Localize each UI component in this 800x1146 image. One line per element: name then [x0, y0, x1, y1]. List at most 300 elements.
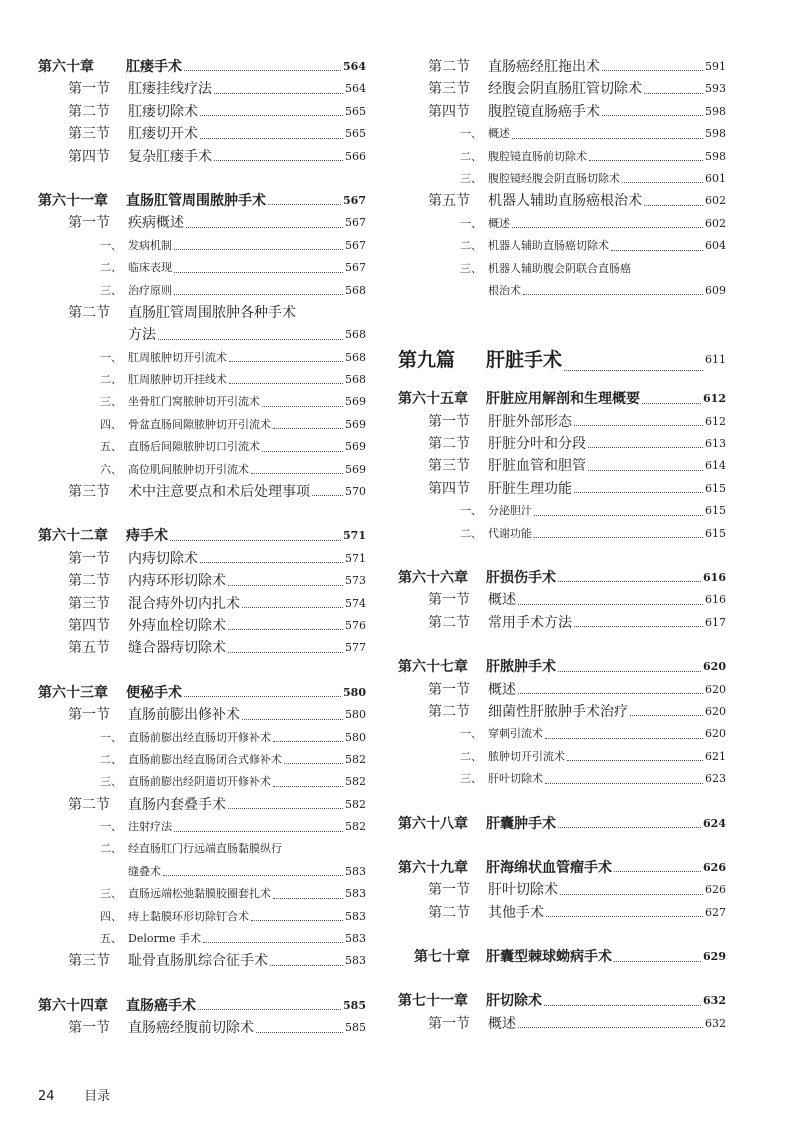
toc-page-number: 632 — [703, 994, 726, 1008]
toc-section-title: 常用手术方法 — [488, 614, 572, 631]
dot-leader — [644, 205, 703, 206]
toc-page-number: 616 — [705, 593, 726, 607]
dot-leader — [174, 249, 343, 250]
toc-item-entry[interactable] — [38, 436, 366, 458]
toc-section-entry[interactable] — [398, 679, 726, 701]
toc-right-column — [398, 56, 726, 1035]
toc-page-number: 568 — [345, 328, 366, 342]
dot-leader — [174, 272, 343, 273]
toc-page-number: 623 — [705, 772, 726, 786]
toc-section-entry[interactable] — [38, 123, 366, 145]
toc-item-entry[interactable] — [38, 257, 366, 279]
toc-chapter-entry[interactable] — [398, 991, 726, 1013]
toc-section-number: 第一节 — [428, 882, 470, 899]
toc-section-title: 直肠肛管周围脓肿各种手术 — [128, 304, 296, 321]
toc-page-number: 602 — [705, 194, 726, 208]
toc-item-title: 痔上黏膜环形切除钉合术 — [128, 909, 249, 923]
toc-section-number: 第四节 — [68, 148, 110, 165]
toc-page-number: 582 — [345, 752, 366, 766]
dot-leader — [560, 894, 703, 895]
toc-chapter-number: 第六十三章 — [38, 684, 108, 701]
toc-chapter-entry[interactable] — [38, 190, 366, 212]
toc-item-entry[interactable] — [38, 749, 366, 771]
toc-page-number: 620 — [705, 727, 726, 741]
toc-page-number: 580 — [343, 685, 366, 699]
toc-section-entry[interactable] — [398, 78, 726, 100]
toc-page-number: 565 — [345, 104, 366, 118]
toc-item-title: 直肠前膨出经阴道切开修补术 — [128, 775, 271, 789]
toc-section-number: 第四节 — [428, 480, 470, 497]
toc-section-entry[interactable] — [38, 78, 366, 100]
toc-section-title: 术中注意要点和术后处理事项 — [128, 484, 310, 501]
footer-label: 目录 — [84, 1089, 111, 1104]
toc-item-title: 机器人辅助直肠癌切除术 — [488, 239, 609, 253]
toc-item-number: 一、 — [100, 820, 122, 834]
toc-chapter-title: 直肠肛管周围脓肿手术 — [126, 192, 266, 209]
toc-item-title: 脓肿切开引流术 — [488, 749, 565, 763]
dot-leader — [574, 425, 703, 426]
toc-page-number: 615 — [705, 504, 726, 518]
toc-page-number: 632 — [705, 1016, 726, 1030]
toc-cont-item-entry[interactable] — [38, 861, 366, 883]
dot-leader — [184, 70, 341, 71]
toc-item-entry[interactable] — [38, 347, 366, 369]
toc-item-number: 三、 — [100, 775, 122, 789]
toc-section-number: 第二节 — [428, 614, 470, 631]
toc-item-entry[interactable] — [398, 123, 726, 145]
toc-section-number: 第一节 — [428, 592, 470, 609]
toc-chapter-title: 肝海绵状血管瘤手术 — [486, 859, 612, 876]
toc-chapter-entry[interactable] — [38, 56, 366, 78]
toc-page-number: 583 — [345, 932, 366, 946]
dot-leader — [630, 715, 703, 716]
toc-section-entry[interactable] — [398, 56, 726, 78]
toc-page-number: 583 — [345, 954, 366, 968]
dot-leader — [203, 942, 343, 943]
toc-page-number: 577 — [345, 641, 366, 655]
toc-page-number: 582 — [345, 820, 366, 834]
toc-page-number: 569 — [345, 440, 366, 454]
dot-leader — [228, 808, 343, 809]
toc-section-entry[interactable] — [38, 570, 366, 592]
toc-section-title: 混合痔外切内扎术 — [128, 595, 240, 612]
dot-leader — [602, 70, 703, 71]
toc-page-number: 567 — [345, 216, 366, 230]
toc-section-number: 第二节 — [428, 703, 470, 720]
toc-item-entry[interactable] — [398, 523, 726, 545]
toc-chapter-title: 肝脏应用解剖和生理概要 — [486, 391, 640, 408]
toc-page-number: 620 — [705, 682, 726, 696]
toc-page-number: 601 — [705, 171, 726, 185]
toc-section-title: 直肠前膨出修补术 — [128, 707, 240, 724]
toc-section-number: 第一节 — [428, 1015, 470, 1032]
toc-page-number: 612 — [703, 392, 726, 406]
toc-page-number: 620 — [705, 704, 726, 718]
toc-section-number: 第四节 — [68, 617, 110, 634]
toc-page-number: 565 — [345, 127, 366, 141]
toc-section-title: 肛瘘挂线疗法 — [128, 81, 212, 98]
toc-section-entry[interactable] — [398, 701, 726, 723]
toc-cont-section-entry[interactable] — [38, 324, 366, 346]
toc-section-number: 第一节 — [68, 81, 110, 98]
dot-leader — [256, 1032, 343, 1033]
toc-section-entry[interactable] — [38, 481, 366, 503]
toc-page-number: 568 — [345, 350, 366, 364]
toc-page-number: 598 — [705, 149, 726, 163]
toc-chapter-title: 便秘手术 — [126, 684, 182, 701]
toc-section-number: 第三节 — [428, 458, 470, 475]
toc-page-number: 591 — [705, 59, 726, 73]
toc-item-title: 概述 — [488, 127, 510, 141]
toc-chapter-number: 第六十一章 — [38, 192, 108, 209]
toc-item-title: 直肠前膨出经直肠切开修补术 — [128, 730, 271, 744]
dot-leader — [186, 227, 343, 228]
toc-item-number: 二、 — [100, 261, 122, 275]
toc-chapter-number: 第六十章 — [38, 58, 94, 75]
toc-section-number: 第三节 — [68, 953, 110, 970]
toc-chapter-entry[interactable] — [38, 995, 366, 1017]
dot-leader — [558, 671, 701, 672]
dot-leader — [558, 581, 701, 582]
toc-section-title: 肝脏外部形态 — [488, 413, 572, 430]
toc-item-title: 穿刺引流术 — [488, 727, 543, 741]
toc-page-number: 573 — [345, 574, 366, 588]
dot-leader — [512, 227, 703, 228]
toc-item-entry[interactable] — [38, 459, 366, 481]
toc-section-entry[interactable] — [398, 879, 726, 901]
dot-leader — [518, 604, 703, 605]
toc-chapter-entry[interactable] — [398, 567, 726, 589]
toc-cont-section-title: 方法 — [128, 327, 156, 344]
dot-leader — [273, 898, 343, 899]
dot-leader — [251, 920, 343, 921]
toc-section-entry[interactable] — [398, 612, 726, 634]
toc-section-entry[interactable] — [38, 101, 366, 123]
toc-item-entry[interactable] — [398, 746, 726, 768]
toc-page-number: 582 — [345, 797, 366, 811]
toc-item-entry[interactable] — [38, 391, 366, 413]
dot-leader — [564, 370, 703, 371]
toc-item-title: 腹腔镜直肠前切除术 — [488, 149, 587, 163]
toc-page-number: 617 — [705, 615, 726, 629]
toc-item-title: 高位肌间脓肿切开引流术 — [128, 462, 249, 476]
toc-page-number: 569 — [345, 395, 366, 409]
toc-item-entry[interactable] — [398, 258, 726, 280]
toc-item-entry[interactable] — [398, 723, 726, 745]
toc-page-number: 624 — [703, 816, 726, 830]
toc-item-number: 五、 — [100, 440, 122, 454]
toc-item-title: 发病机制 — [128, 238, 172, 252]
toc-page-number: 569 — [345, 417, 366, 431]
toc-section-number: 第三节 — [68, 595, 110, 612]
toc-section-number: 第五节 — [428, 193, 470, 210]
dot-leader — [588, 447, 703, 448]
toc-page-number: 615 — [705, 526, 726, 540]
toc-item-number: 三、 — [100, 395, 122, 409]
toc-chapter-title: 肝损伤手术 — [486, 570, 556, 587]
dot-leader — [523, 294, 703, 295]
toc-item-number: 四、 — [100, 909, 122, 923]
toc-section-title: 机器人辅助直肠癌根治术 — [488, 193, 642, 210]
toc-item-number: 二、 — [460, 149, 482, 163]
toc-item-entry[interactable] — [38, 883, 366, 905]
toc-chapter-entry[interactable] — [398, 946, 726, 968]
toc-item-entry[interactable] — [38, 928, 366, 950]
toc-page-number: 598 — [705, 127, 726, 141]
toc-item-entry[interactable] — [38, 906, 366, 928]
toc-section-number: 第三节 — [428, 81, 470, 98]
toc-section-number: 第二节 — [68, 304, 110, 321]
toc-chapter-number: 第七十章 — [414, 949, 470, 966]
toc-item-entry[interactable] — [398, 168, 726, 190]
toc-section-entry[interactable] — [38, 704, 366, 726]
toc-section-entry[interactable] — [38, 212, 366, 234]
dot-leader — [273, 786, 343, 787]
toc-section-entry[interactable] — [398, 589, 726, 611]
toc-item-title: 分泌胆汁 — [488, 504, 532, 518]
dot-leader — [229, 361, 343, 362]
toc-page-number: 613 — [705, 437, 726, 451]
toc-section-entry[interactable] — [38, 615, 366, 637]
toc-chapter-number: 第六十七章 — [398, 659, 468, 676]
toc-item-title: 经直肠肛门行远端直肠黏膜纵行 — [128, 842, 282, 856]
toc-section-number: 第三节 — [68, 126, 110, 143]
toc-item-entry[interactable] — [38, 771, 366, 793]
toc-section-title: 直肠癌经腹前切除术 — [128, 1020, 254, 1037]
toc-section-number: 第二节 — [428, 904, 470, 921]
toc-section-entry[interactable] — [398, 902, 726, 924]
toc-item-entry[interactable] — [38, 727, 366, 749]
dot-leader — [644, 93, 703, 94]
toc-section-entry[interactable] — [398, 478, 726, 500]
toc-chapter-number: 第六十八章 — [398, 815, 468, 832]
toc-chapter-title: 肝囊肿手术 — [486, 815, 556, 832]
toc-page-number: 574 — [345, 596, 366, 610]
toc-page-number: 576 — [345, 618, 366, 632]
toc-item-title: 治疗原则 — [128, 283, 172, 297]
toc-section-entry[interactable] — [398, 190, 726, 212]
toc-item-title: 直肠后间隙脓肿切口引流术 — [128, 440, 260, 454]
dot-leader — [174, 831, 343, 832]
toc-page-number: 604 — [705, 239, 726, 253]
toc-section-entry[interactable] — [38, 593, 366, 615]
toc-chapter-entry[interactable] — [398, 656, 726, 678]
toc-item-number: 二、 — [100, 752, 122, 766]
toc-section-title: 肛瘘切除术 — [128, 103, 198, 120]
toc-chapter-title: 肛瘘手术 — [126, 58, 182, 75]
toc-item-entry[interactable] — [38, 816, 366, 838]
toc-item-entry[interactable] — [38, 369, 366, 391]
toc-item-entry[interactable] — [398, 213, 726, 235]
toc-page-number: 583 — [345, 909, 366, 923]
toc-page-number: 612 — [705, 414, 726, 428]
toc-item-number: 六、 — [100, 462, 122, 476]
toc-item-title: 概述 — [488, 216, 510, 230]
toc-chapter-entry[interactable] — [398, 388, 726, 410]
toc-item-entry[interactable] — [398, 235, 726, 257]
dot-leader — [545, 738, 703, 739]
dot-leader — [588, 470, 703, 471]
toc-section-title: 肝脏血管和胆管 — [488, 458, 586, 475]
toc-item-number: 三、 — [460, 772, 482, 786]
toc-page-number: 609 — [705, 283, 726, 297]
dot-leader — [214, 93, 343, 94]
toc-chapter-title: 肝切除术 — [486, 993, 542, 1010]
toc-section-title: 耻骨直肠肌综合征手术 — [128, 953, 268, 970]
toc-page-number: 593 — [705, 82, 726, 96]
toc-item-number: 二、 — [460, 749, 482, 763]
dot-leader — [518, 1027, 703, 1028]
toc-item-number: 一、 — [100, 730, 122, 744]
dot-leader — [228, 652, 343, 653]
toc-item-entry[interactable] — [38, 235, 366, 257]
toc-chapter-title: 直肠癌手术 — [126, 997, 196, 1014]
dot-leader — [158, 339, 343, 340]
dot-leader — [284, 763, 343, 764]
toc-section-number: 第一节 — [68, 550, 110, 567]
toc-section-entry[interactable] — [398, 433, 726, 455]
toc-page-number: 564 — [343, 59, 366, 73]
toc-item-title: 直肠前膨出经直肠闭合式修补术 — [128, 752, 282, 766]
toc-item-title: 腹腔镜经腹会阴直肠切除术 — [488, 171, 620, 185]
toc-section-entry[interactable] — [38, 637, 366, 659]
dot-leader — [512, 138, 703, 139]
toc-item-number: 一、 — [460, 216, 482, 230]
toc-left-column — [38, 56, 366, 1040]
toc-page-number: 582 — [345, 775, 366, 789]
dot-leader — [200, 115, 343, 116]
toc-item-entry[interactable] — [38, 839, 366, 861]
toc-part-entry[interactable] — [398, 342, 726, 378]
toc-section-title: 外痔血栓切除术 — [128, 617, 226, 634]
toc-item-number: 三、 — [100, 283, 122, 297]
toc-section-title: 肝脏分叶和分段 — [488, 436, 586, 453]
toc-section-number: 第一节 — [68, 1020, 110, 1037]
toc-page-number: 568 — [345, 373, 366, 387]
toc-item-title: 直肠远端松弛黏膜胶圈套扎术 — [128, 887, 271, 901]
toc-chapter-entry[interactable] — [38, 682, 366, 704]
dot-leader — [567, 760, 703, 761]
dot-leader — [163, 875, 343, 876]
toc-section-title: 缝合器痔切除术 — [128, 640, 226, 657]
toc-page-number: 611 — [705, 353, 726, 367]
toc-item-entry[interactable] — [38, 280, 366, 302]
dot-leader — [262, 451, 343, 452]
toc-section-title: 腹腔镜直肠癌手术 — [488, 103, 600, 120]
toc-item-entry[interactable] — [398, 146, 726, 168]
toc-section-entry[interactable] — [38, 548, 366, 570]
dot-leader — [312, 495, 343, 496]
toc-page-number: 570 — [345, 485, 366, 499]
toc-section-number: 第二节 — [68, 573, 110, 590]
toc-chapter-number: 第七十一章 — [398, 993, 468, 1010]
toc-cont-item-title: 缝叠术 — [128, 864, 161, 878]
toc-page-number: 602 — [705, 216, 726, 230]
toc-item-number: 四、 — [100, 417, 122, 431]
toc-section-entry[interactable] — [398, 455, 726, 477]
dot-leader — [214, 160, 343, 161]
toc-section-title: 肝脏生理功能 — [488, 480, 572, 497]
toc-page-number: 620 — [703, 660, 726, 674]
toc-section-number: 第四节 — [428, 103, 470, 120]
toc-section-entry[interactable] — [398, 101, 726, 123]
toc-page-number: 567 — [345, 238, 366, 252]
toc-item-title: 代谢功能 — [488, 526, 532, 540]
toc-section-number: 第三节 — [68, 484, 110, 501]
toc-section-title: 复杂肛瘘手术 — [128, 148, 212, 165]
toc-page-number: 568 — [345, 283, 366, 297]
toc-item-number: 二、 — [460, 239, 482, 253]
toc-chapter-entry[interactable] — [38, 525, 366, 547]
toc-page-number: 583 — [345, 887, 366, 901]
toc-page-number: 627 — [705, 905, 726, 919]
dot-leader — [602, 115, 703, 116]
toc-page-number: 571 — [343, 529, 366, 543]
toc-section-entry[interactable] — [38, 950, 366, 972]
toc-page-number: 566 — [345, 149, 366, 163]
toc-section-entry[interactable] — [398, 1013, 726, 1035]
dot-leader — [544, 1005, 701, 1006]
toc-section-entry[interactable] — [398, 411, 726, 433]
dot-leader — [574, 492, 703, 493]
toc-cont-item-entry[interactable] — [398, 280, 726, 302]
toc-section-entry[interactable] — [38, 1017, 366, 1039]
toc-section-number: 第一节 — [68, 215, 110, 232]
toc-section-entry[interactable] — [38, 302, 366, 324]
toc-item-title: 肛周脓肿切开挂线术 — [128, 373, 227, 387]
toc-item-entry[interactable] — [398, 768, 726, 790]
toc-section-title: 直肠内套叠手术 — [128, 796, 226, 813]
toc-chapter-entry[interactable] — [398, 813, 726, 835]
toc-page-number: 615 — [705, 481, 726, 495]
dot-leader — [242, 719, 343, 720]
toc-chapter-entry[interactable] — [398, 857, 726, 879]
toc-part-title: 肝脏手术 — [486, 349, 563, 372]
toc-page-number: 564 — [345, 82, 366, 96]
toc-item-number: 二、 — [460, 526, 482, 540]
toc-chapter-title: 肝囊型棘球蚴病手术 — [486, 949, 612, 966]
dot-leader — [611, 250, 703, 251]
toc-section-entry[interactable] — [38, 794, 366, 816]
toc-page-number: 626 — [703, 860, 726, 874]
toc-item-title: 骨盆直肠间隙脓肿切开引流术 — [128, 417, 271, 431]
dot-leader — [614, 961, 701, 962]
toc-section-number: 第二节 — [68, 103, 110, 120]
toc-item-entry[interactable] — [398, 500, 726, 522]
dot-leader — [558, 827, 701, 828]
dot-leader — [534, 537, 703, 538]
toc-item-title: Delorme 手术 — [128, 932, 202, 946]
toc-item-number: 二、 — [100, 373, 122, 387]
dot-leader — [545, 783, 703, 784]
dot-leader — [242, 607, 343, 608]
toc-item-number: 三、 — [460, 171, 482, 185]
toc-section-number: 第二节 — [428, 58, 470, 75]
toc-section-title: 经腹会阴直肠肛管切除术 — [488, 81, 642, 98]
dot-leader — [614, 871, 701, 872]
toc-section-number: 第一节 — [68, 707, 110, 724]
toc-section-entry[interactable] — [38, 146, 366, 168]
toc-page-number: 571 — [345, 551, 366, 565]
toc-page-number: 585 — [343, 998, 366, 1012]
toc-cont-item-title: 根治术 — [488, 283, 521, 297]
toc-item-entry[interactable] — [38, 414, 366, 436]
dot-leader — [546, 916, 703, 917]
toc-item-number: 一、 — [460, 127, 482, 141]
dot-leader — [228, 585, 343, 586]
toc-page-number: 629 — [703, 950, 726, 964]
toc-item-number: 一、 — [100, 238, 122, 252]
